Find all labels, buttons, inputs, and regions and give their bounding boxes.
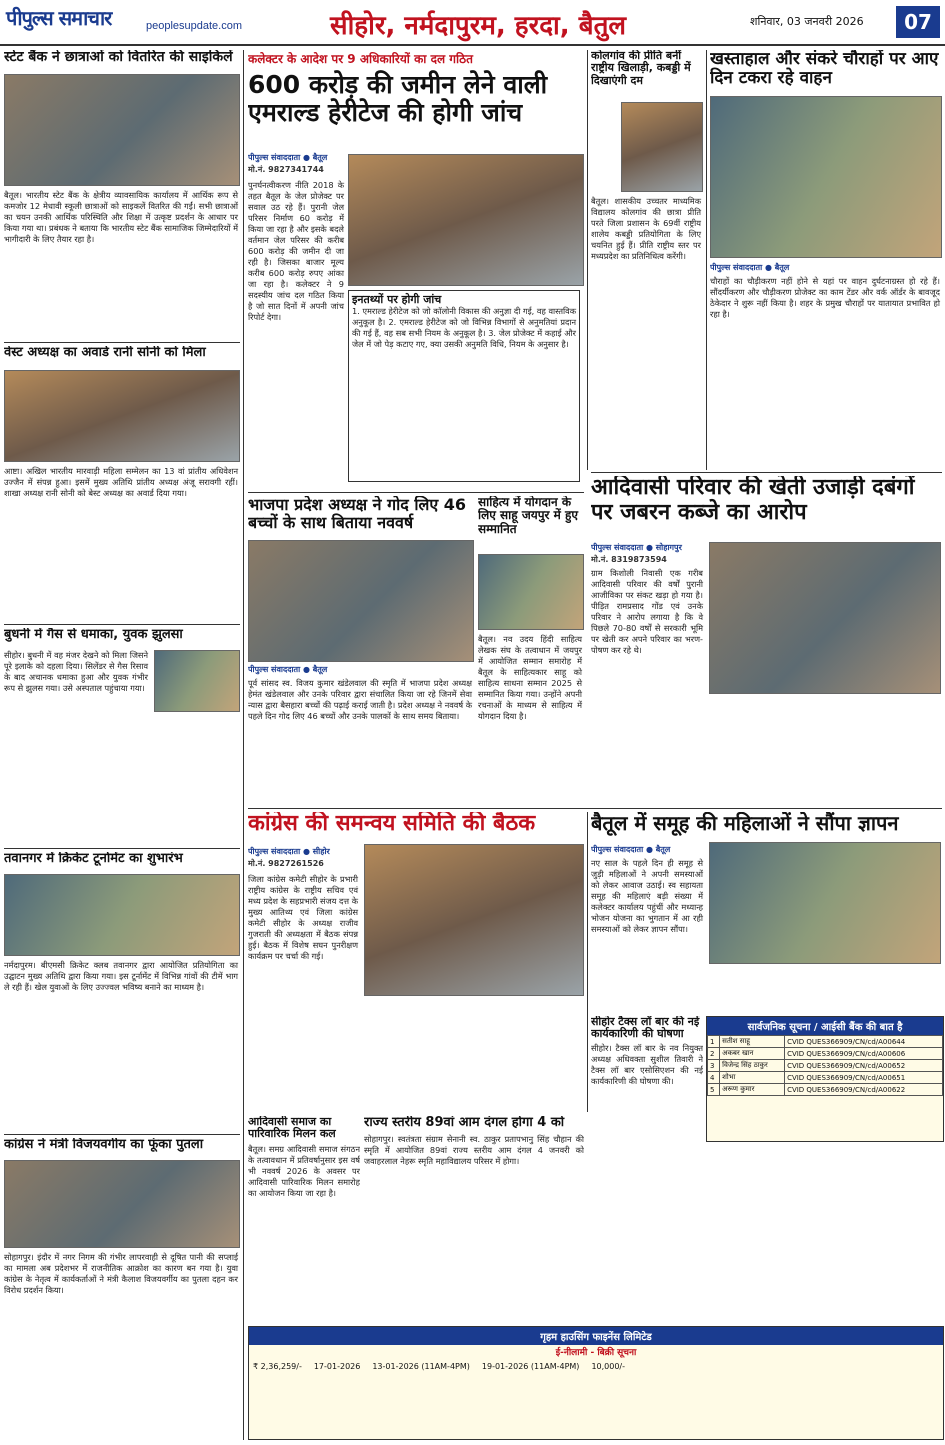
notice-cell: 1	[708, 1036, 720, 1048]
notice-cell: CVID QUES366909/CN/cd/A00622	[785, 1084, 943, 1096]
divider	[4, 848, 240, 849]
headline: आदिवासी समाज का पारिवारिक मिलन कल	[248, 1116, 336, 1141]
photo-award-ceremony	[4, 370, 240, 462]
points-text: 1. एमराल्ड हेरीटेज को जो कॉलोनी विकास की अनुज्ञा दी गई, वह वास्तविक अनुकूल है। 2. एमराल्ड हेरीटेज को जो विभिन्न विभागों से अनुमतियां प्रदान की गई हैं, वह सब सभी नियम के अनुकूल है। 3. जेल प्रोजेक्ट में कहाई और जेल में जो पेड़ कटाए गए, क्या उसकी अनुमति विधि, नियम के अनुसार है।	[352, 306, 576, 350]
story-text: जिला कांग्रेस कमेटी सीहोर के प्रभारी राष्ट्रीय कांग्रेस के राष्ट्रीय सचिव एवं मध्य प्रदेश के सहप्रभारी संजय दत्त के मुख्य आतिथ्य एवं जिला कांग्रेस कमेटी सीहोर के अध्यक्ष राजीव गुजराती की अध्यक्षता में बैठक संपन्न हुई। बैठक में विशेष सघन पुनरीक्षण कार्यक्रम पर चर्चा की गई।	[248, 874, 358, 961]
story-text: सीहोर। टैक्स लॉ बार के नव नियुक्त अध्यक्ष अधिवक्ता सुशील तिवारी ने टैक्स लॉ बार एसोसिएशन की नई कार्यकारिणी की घोषणा की।	[591, 1042, 703, 1086]
points-title: इनतथ्यों पर होगी जांच	[352, 293, 442, 306]
auction-title: गृहम हाउसिंग फाइनेंस लिमिटेड	[249, 1327, 943, 1345]
story-tribal-meet	[248, 1116, 360, 1326]
photo-injured-youth	[154, 650, 240, 712]
photo-cycle-distribution	[4, 74, 240, 186]
notice-table	[707, 1035, 943, 1096]
phone-number: मो.नं. 9827261526	[248, 859, 324, 868]
notice-cell: अकबर खान	[720, 1048, 785, 1060]
story-rani-soni-award	[4, 346, 240, 622]
notice-row	[708, 1048, 943, 1060]
column-rule	[587, 50, 588, 470]
story-text: नर्मदापुरम। बीएमसी क्रिकेट क्लब तवानगर द्वारा आयोजित प्रतियोगिता का उद्घाटन मुख्य अतिथि द्वारा किया गया। इस टूर्नामेंट में विभिन्न गांवों की टीमें भाग ले रही हैं। खेल युवाओं के लिए उज्ज्वल भविष्य बनाने का माध्यम है।	[4, 960, 238, 992]
story-sbi-cycles	[4, 50, 240, 340]
photo-preeti	[621, 102, 703, 192]
photo-villagers	[709, 542, 941, 694]
photo-congress-stage	[364, 844, 584, 996]
headline: भाजपा प्रदेश अध्यक्ष ने गोद लिए 46 बच्चों के साथ बिताया नववर्ष	[248, 496, 467, 532]
story-text: सोहागपुर। स्वतंत्रता संग्राम सेनानी स्व. ठाकुर प्रतापभानु सिंह चौहान की स्मृति में आयोजित 89वां राज्य स्तरीय आम दंगल 4 जनवरी को जवाहरलाल नेहरू स्मृति महाविद्यालय परिसर में होगा।	[364, 1133, 584, 1166]
headline: आदिवासी परिवार की खेती उजाड़ी दबंगों पर जबरन कब्जे का आरोप	[591, 476, 915, 525]
inspection-date: 13-01-2026 (11AM-4PM)	[372, 1362, 470, 1371]
headline: बैतूल में समूह की महिलाओं ने सौंपा ज्ञापन	[591, 812, 899, 835]
headline: साहित्य में योगदान के लिए साहू जयपुर में हुए सम्मानित	[478, 496, 578, 536]
headline: कांग्रेस की समन्वय समिति की बैठक	[248, 812, 536, 836]
photo-protest	[4, 1160, 240, 1248]
reserve-amount: ₹ 2,36,259/-	[253, 1362, 302, 1371]
story-text: सोहागपुर। इंदौर में नगर निगम की गंभीर लापरवाही से दूषित पानी की सप्लाई का मामला अब प्रदेशभर में राजनीतिक आक्रोश का कारण बन गया है। युवा कांग्रेस के नेतृत्व में कार्यकर्ताओं ने मंत्री कैलाश विजयवर्गीय का पुतला दहन कर विरोध प्रदर्शन किया।	[4, 1252, 238, 1295]
issue-date: शनिवार, 03 जनवरी 2026	[750, 15, 864, 28]
notice-cell: 3	[708, 1060, 720, 1072]
story-text: पुनर्घनत्वीकरण नीति 2018 के तहत बैतूल के जेल प्रोजेक्ट पर सवाल उठ रहे हैं। पुरानी जेल परिसर निर्माण 60 करोड़ में किया जा रहा है और इसके बदले वर्तमान जेल परिसर की करीब 600 करोड़ की जमीन दी जा रही है। जिसका बाजार मूल्य करीब 600 करोड़ रुपए आंका जा रहा है। कलेक्टर ने 9 सदस्यीय जांच दल गठित किया है जो सात दिनों में अपनी जांच रिपोर्ट देगा।	[248, 180, 344, 322]
story-traffic-junctions	[710, 50, 942, 470]
story-tribal-farm	[591, 476, 942, 806]
story-congress-meeting	[248, 812, 584, 1112]
phone-number: मो.नं. 8319873594	[591, 555, 667, 564]
notice-row	[708, 1084, 943, 1096]
region-title: सीहोर, नर्मदापुरम, हरदा, बैतुल	[330, 11, 627, 41]
divider	[248, 492, 584, 493]
website-link[interactable]: peoplesupdate.com	[146, 20, 243, 32]
newspaper-logo[interactable]: पीपुल्स समाचार	[6, 6, 112, 30]
emd-date: 17-01-2026	[313, 1362, 361, 1371]
story-preeti-kabaddi	[591, 50, 703, 470]
byline: पीपुल्स संवाददाता ● बैतूल	[710, 263, 790, 272]
headline: कांग्रेस ने मंत्री विजयवर्गीय का फूंका पुतला	[4, 1138, 204, 1152]
bid-increment: 10,000/-	[591, 1362, 626, 1371]
divider	[4, 342, 240, 343]
story-text: ग्राम किशोली निवासी एक गरीब आदिवासी परिवार की वर्षों पुरानी आजीविका पर संकट खड़ा हो गया है। पीड़ित रामप्रसाद गोंड एवं उनके परिवार ने आरोप लगाया है कि वे पिछले 70-80 वर्षों से सरकारी भूमि पर खेती कर अपने परिवार का भरण-पोषण कर रहे थे।	[591, 568, 703, 655]
divider	[4, 624, 240, 625]
notice-cell: अरूण कुमार	[720, 1084, 785, 1096]
byline: पीपुल्स संवाददाता ● सीहोर	[248, 847, 330, 856]
lead-headline: 600 करोड़ की जमीन लेने वाली एमराल्ड हेरीटेज की होगी जांच	[248, 70, 548, 127]
auction-date: 19-01-2026 (11AM-4PM)	[481, 1362, 580, 1371]
masthead	[0, 0, 945, 46]
notice-cell: CVID QUES366909/CN/cd/A00606	[785, 1048, 943, 1060]
story-text: सीहोर। बुधनी में वह मंजर देखने को मिला जिसने पूरे इलाके को दहला दिया। सिलेंडर से गैस रिसाव के बाद अचानक धमाका हुआ और युवक गंभीर रूप से झुलस गया। उसे अस्पताल पहुंचाया गया।	[4, 650, 148, 693]
headline: राज्य स्तरीय 89वां आम दंगल होगा 4 को	[364, 1116, 565, 1130]
notice-cell: 5	[708, 1084, 720, 1096]
story-text: बैतूल। शासकीय उच्चतर माध्यमिक विद्यालय कोलगांव की छात्रा प्रीति परते जिला प्रशासन के 69वीं राष्ट्रीय शालेय कबड्डी प्रतियोगिता के लिए चयनित हुई हैं। प्रीति राष्ट्रीय स्तर पर मध्यप्रदेश का प्रतिनिधित्व करेंगी।	[591, 196, 701, 261]
headline: स्टेट बैंक ने छात्राओं को वितरित की साइकिलें	[4, 50, 233, 65]
story-text: चौराहों का चौड़ीकरण नहीं होने से यहां पर वाहन दुर्घटनाग्रस्त हो रहे हैं। सौंदर्यीकरण और चौड़ीकरण प्रोजेक्ट का काम टेंडर और वर्क ऑर्डर के बावजूद ठेकेदार ने शुरू नहीं किया है। शहर के प्रमुख चौराहों पर यातायात प्रभावित हो रहा है।	[710, 276, 940, 319]
notice-cell: CVID QUES366909/CN/cd/A00651	[785, 1072, 943, 1084]
notice-cell: 2	[708, 1048, 720, 1060]
notice-cell: सतीश साहू	[720, 1036, 785, 1048]
headline: खस्ताहाल और संकरे चौराहों पर आए दिन टकरा रहे वाहन	[710, 50, 939, 89]
story-text: नए साल के पहले दिन ही समूह से जुड़ी महिलाओं ने अपनी समस्याओं को लेकर आवाज उठाई। स्व सहायता समूह की महिलाएं बड़ी संख्या में कलेक्टर कार्यालय पहुंचीं और मध्यान्ह भोजन योजना का भुगतान में आ रही समस्याओं को लेकर ज्ञापन सौंपा।	[591, 858, 703, 934]
byline: पीपुल्स संवाददाता ● सोहागपुर	[591, 543, 682, 552]
lead-story-emerald-heritage	[248, 50, 584, 490]
kicker: कलेक्टर के आदेश पर 9 अधिकारियों का दल गठित	[248, 52, 473, 66]
phone-number: मो.नं. 9827341744	[248, 165, 324, 174]
byline: पीपुल्स संवाददाता ● बैतूल	[248, 665, 328, 674]
story-text: पूर्व सांसद स्व. विजय कुमार खंडेलवाल की स्मृति में भाजपा प्रदेश अध्यक्ष हेमंत खंडेलवाल और उनके परिवार द्वारा संचालित किया जा रहे जिनमें सेवा न्यास द्वारा बैसहारा बच्चों की पढ़ाई कराई जाती है। प्रदेश अध्यक्ष ने नववर्ष के पहले दिन गोद लिए 46 बच्चों और उनके पालकों के साथ समय बिताया।	[248, 678, 472, 721]
story-dangal	[364, 1116, 584, 1316]
notice-cell: शोभा	[720, 1072, 785, 1084]
divider	[248, 808, 942, 809]
photo-women-group	[709, 842, 941, 964]
notice-row	[708, 1060, 943, 1072]
byline: पीपुल्स संवाददाता ● बैतूल	[591, 845, 671, 854]
photo-traffic-junction	[710, 96, 942, 258]
headline: सीहोर टैक्स लॉ बार की नई कार्यकारिणी की घोषणा	[591, 1016, 700, 1041]
notice-row	[708, 1036, 943, 1048]
headline: कोलगांव की प्रीति बनीं राष्ट्रीय खिलाड़ी, कबड्डी में दिखाएंगी दम	[591, 50, 691, 87]
photo-jail-site	[348, 154, 584, 286]
story-sahu-honoured	[478, 496, 584, 806]
public-notice-ad	[706, 1016, 944, 1142]
story-cricket-tournament	[4, 852, 240, 1132]
notice-cell: 4	[708, 1072, 720, 1084]
story-bjp-children	[248, 496, 474, 806]
headline: तवानगर में क्रिकेट टूर्नामेंट का शुभारंभ	[4, 852, 183, 866]
photo-cricket-match	[4, 874, 240, 956]
headline: वेस्ट अध्यक्ष का अवार्ड रानी सोनी को मिला	[4, 346, 206, 360]
story-women-memorandum	[591, 812, 942, 1012]
story-text: आष्टा। अखिल भारतीय मारवाड़ी महिला सम्मेलन का 13 वां प्रांतीय अधिवेशन उज्जैन में संपन्न हुआ। इसमें मुख्य अतिथि प्रांतीय अध्यक्ष अंजू सरावगी रहीं। शाखा अध्यक्ष रानी सोनी को बेस्ट अध्यक्ष का अवार्ड दिया गया।	[4, 466, 238, 498]
divider	[4, 1134, 240, 1135]
notice-cell: विजेन्द्र सिंह ठाकुर	[720, 1060, 785, 1072]
auction-details	[249, 1358, 943, 1375]
story-effigy-burning	[4, 1138, 240, 1438]
notice-cell: CVID QUES366909/CN/cd/A00644	[785, 1036, 943, 1048]
divider	[591, 472, 942, 473]
headline: बुधनी में गैस से धमाका, युवक झुलसा	[4, 628, 183, 642]
story-tax-bar	[591, 1016, 703, 1112]
page-number: 07	[896, 6, 940, 38]
auction-subtitle: ई-नीलामी - बिक्री सूचना	[555, 1348, 637, 1358]
investigation-points-box	[348, 290, 580, 482]
photo-bjp-event	[248, 540, 474, 662]
column-rule	[706, 50, 707, 470]
story-text: बैतूल। नव उदय हिंदी साहित्य लेखक संघ के तत्वाधान में जयपुर में आयोजित सम्मान समारोह में बैतूल के साहित्यकार साहू को साहित्य साधना सम्मान 2025 से सम्मानित किया गया। उन्होंने अपनी रचनाओं के माध्यम से साहित्य में योगदान दिया है।	[478, 634, 582, 721]
photo-honour	[478, 554, 584, 630]
notice-cell: CVID QUES366909/CN/cd/A00652	[785, 1060, 943, 1072]
story-text: बैतूल। समग्र आदिवासी समाज संगठन के तत्वावधान में प्रतिवर्षानुसार इस वर्ष भी नववर्ष 2026 के अवसर पर आदिवासी पारिवारिक मिलन समारोह का आयोजन किया जा रहा है।	[248, 1143, 360, 1198]
notice-row	[708, 1072, 943, 1084]
byline: पीपुल्स संवाददाता ● बैतूल	[248, 153, 328, 162]
notice-title: सार्वजनिक सूचना / आईसी बैंक की बात है	[707, 1017, 943, 1035]
column-rule	[587, 812, 588, 1112]
auction-notice-ad	[248, 1326, 944, 1440]
story-budhni-blast	[4, 628, 240, 846]
story-text: बैतूल। भारतीय स्टेट बैंक के क्षेत्रीय व्यावसायिक कार्यालय में आर्थिक रूप से कमजोर 12 मेधावी स्कूली छात्राओं को साइकलें वितरित की गईं। सभी छात्राओं का चयन उनकी आर्थिक परिस्थिति और शिक्षा में उत्कृष्ट प्रदर्शन के आधार पर किया गया था। प्रबंधक ने बताया कि भारतीय स्टेट बैंक सामाजिक जिम्मेदारियों में भागीदारी के लिए तैयार रहा है।	[4, 190, 238, 244]
column-rule	[243, 50, 244, 1440]
